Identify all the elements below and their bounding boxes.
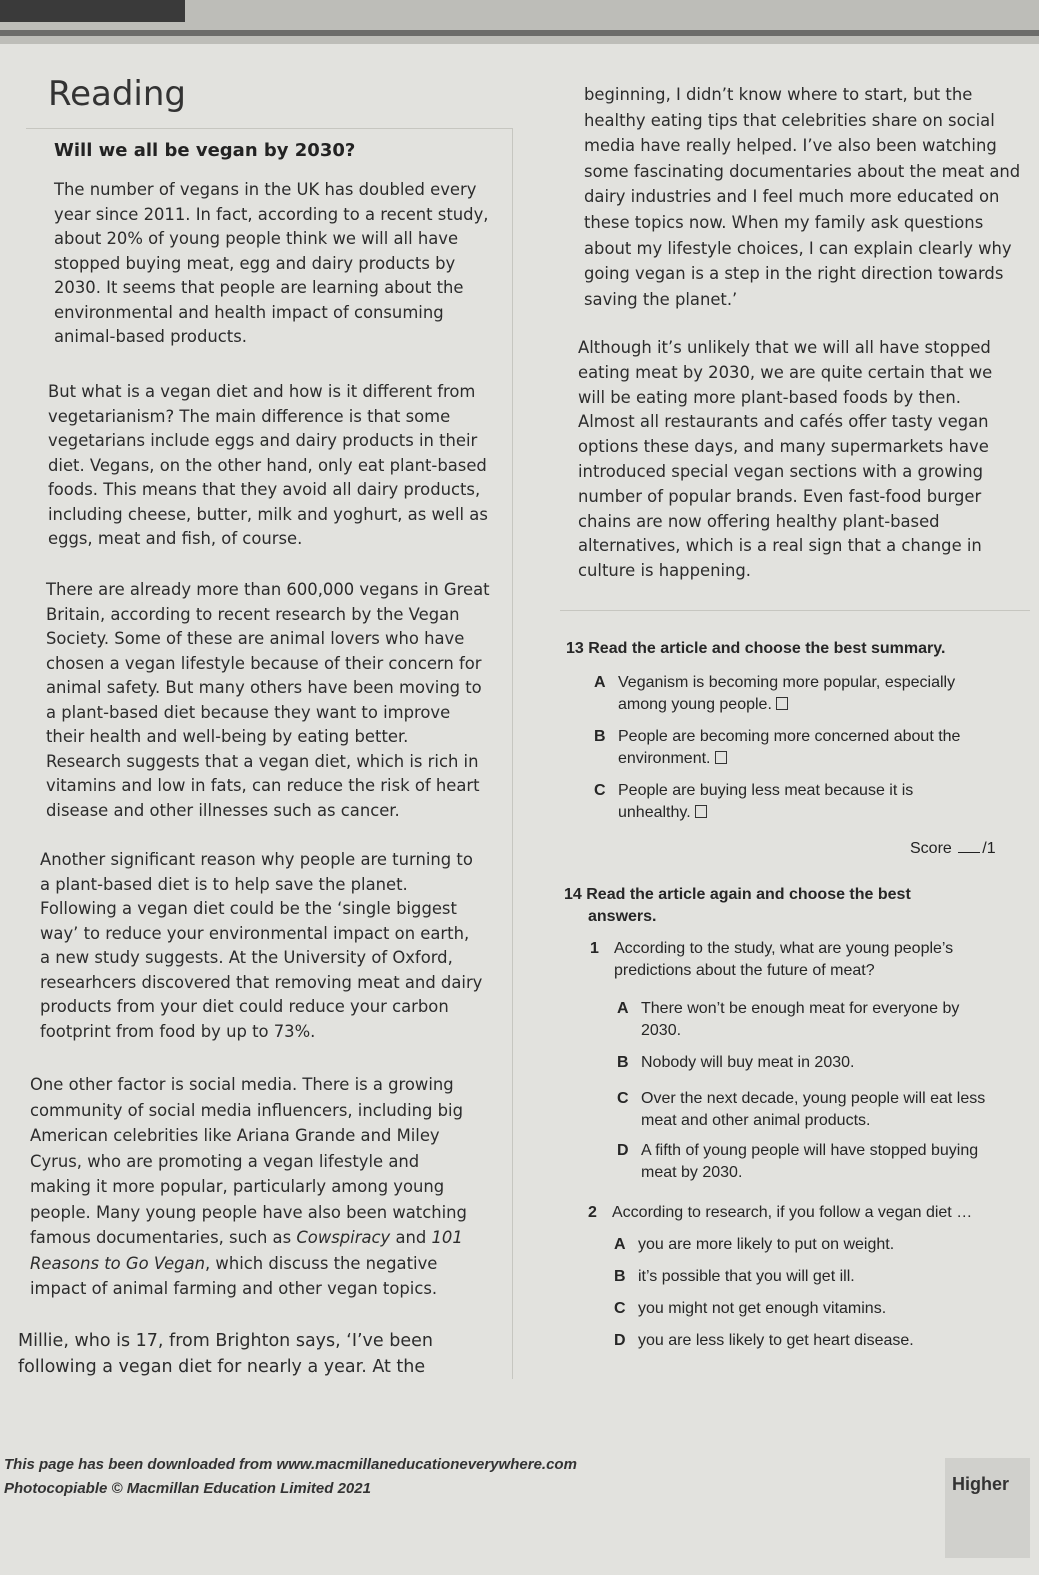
- title-line: 14 Read the article again and choose the best: [564, 886, 911, 903]
- option-letter: C: [617, 1090, 629, 1107]
- question-14-title: [564, 884, 911, 928]
- text-line: beginning, I didn’t know where to start, but the: [584, 85, 973, 104]
- section-heading: Reading: [48, 74, 187, 114]
- top-edge: [0, 0, 1039, 44]
- paragraph-3: [46, 578, 490, 823]
- score-field: [910, 840, 996, 858]
- score-total: /1: [982, 840, 996, 857]
- text-line: products from your diet could reduce your carbon: [40, 997, 449, 1016]
- option-letter: D: [614, 1332, 626, 1349]
- text-line: their health and well-being by eating better.: [46, 727, 409, 746]
- text-line: One other factor is social media. There is a growing: [30, 1075, 454, 1094]
- q14-2-option-c[interactable]: [614, 1298, 886, 1320]
- q14-question-2: [588, 1202, 972, 1224]
- text-line: eating meat by 2030, we are quite certain that we: [578, 362, 993, 382]
- question-text: According to research, if you follow a vegan diet …: [612, 1204, 973, 1221]
- text-line: diet. Vegans, on the other hand, only eat plant-based: [48, 455, 487, 475]
- option-line: [594, 780, 913, 802]
- q13-option-b[interactable]: [594, 726, 960, 770]
- text-line: year since 2011. In fact, according to a recent study,: [54, 204, 489, 224]
- paragraph-8: [578, 336, 992, 584]
- question-number: 1: [590, 940, 599, 957]
- option-line: [617, 1088, 985, 1110]
- copyright-notice: Photocopiable © Macmillan Education Limited 2021: [4, 1480, 371, 1497]
- text-line: But what is a vegan diet and how is it different from: [48, 382, 476, 401]
- option-text: environment.: [618, 750, 711, 767]
- text-line: saving the planet.’: [584, 289, 738, 309]
- text-line: animal-based products.: [54, 327, 247, 346]
- dark-header-strip: [0, 0, 185, 22]
- paragraph-4: [40, 848, 482, 1044]
- option-line: [594, 672, 955, 694]
- option-text: People are becoming more concerned about the: [618, 728, 961, 745]
- text-line: about 20% of young people think we will all have: [54, 229, 459, 248]
- question-line: predictions about the future of meat?: [614, 962, 875, 979]
- text-run: , which discuss the negative: [205, 1253, 438, 1273]
- q13-option-c[interactable]: [594, 780, 913, 824]
- option-line: [594, 726, 960, 748]
- text-line: a plant-based diet because they want to improve: [46, 702, 451, 722]
- paragraph-5: [30, 1072, 467, 1302]
- text-line: making it more popular, particularly among young: [30, 1177, 445, 1196]
- text-line: impact of animal farming and other vegan topics.: [30, 1279, 438, 1298]
- text-line: vegetarians include eggs and dairy products in their: [48, 431, 478, 450]
- text-line: Millie, who is 17, from Brighton says, ‘I’ve been: [18, 1331, 433, 1351]
- option-text: among young people.: [618, 696, 772, 713]
- text-run: and: [390, 1228, 432, 1247]
- text-line: There are already more than 600,000 vegans in Great: [46, 580, 490, 599]
- question-line: [588, 1202, 972, 1224]
- option-line: [594, 748, 960, 770]
- option-line: meat and other animal products.: [641, 1112, 871, 1129]
- text-line: Following a vegan diet could be the ‘single biggest: [40, 899, 457, 918]
- text-line: going vegan is a step in the right direction towards: [584, 264, 1004, 284]
- option-text: it’s possible that you will get ill.: [638, 1268, 855, 1285]
- film-title-101: 101: [431, 1228, 463, 1247]
- option-text: you are more likely to put on weight.: [638, 1236, 895, 1253]
- option-line: [617, 998, 959, 1020]
- text-line: Britain, according to recent research by the Vegan: [46, 604, 460, 624]
- q14-1-option-a[interactable]: [617, 998, 959, 1042]
- text-line: dairy industries and I feel much more educated on: [584, 187, 1000, 207]
- option-text: People are buying less meat because it is: [618, 782, 914, 799]
- article-title: Will we all be vegan by 2030?: [54, 140, 356, 161]
- text-line: these topics now. When my family ask questions: [584, 212, 984, 232]
- option-letter: A: [617, 1000, 629, 1017]
- download-notice: This page has been downloaded from www.macmillaneducationeverywhere.com: [4, 1456, 577, 1473]
- header-rule: [0, 30, 1039, 36]
- film-title-reasons: Reasons to Go Vegan: [30, 1253, 205, 1273]
- paragraph-2: [48, 380, 488, 552]
- text-line: vegetarianism? The main difference is that some: [48, 406, 451, 426]
- text-line: a plant-based diet is to help save the planet.: [40, 874, 408, 894]
- option-text: unhealthy.: [618, 804, 691, 821]
- option-line: meat by 2030.: [641, 1164, 743, 1181]
- text-line: a new study suggests. At the University of Oxford,: [40, 948, 453, 967]
- text-line: community of social media influencers, including big: [30, 1100, 463, 1120]
- option-line: [614, 1266, 855, 1288]
- option-line: [594, 694, 955, 716]
- text-line: Research suggests that a vegan diet, which is rich in: [46, 751, 479, 771]
- text-line: Although it’s unlikely that we will all have stopped: [578, 338, 991, 357]
- text-line: healthy eating tips that celebrities share on social: [584, 110, 995, 130]
- question-13-title: 13 Read the article and choose the best summary.: [566, 640, 946, 657]
- text-line: [30, 1251, 467, 1277]
- q14-1-option-b[interactable]: [617, 1052, 854, 1074]
- text-line: disease and other illnesses such as cancer.: [46, 800, 400, 820]
- level-tab: [945, 1458, 1030, 1558]
- option-letter: B: [594, 728, 606, 745]
- text-line: stopped buying meat, egg and dairy products by: [54, 253, 456, 273]
- option-line: [617, 1052, 854, 1074]
- text-line: introduced special vegan sections with a growing: [578, 461, 984, 481]
- text-line: Society. Some of these are animal lovers who have: [46, 629, 465, 648]
- article-frame-bottom: [560, 610, 1030, 611]
- text-line: about my lifestyle choices, I can explain clearly why: [584, 238, 1012, 258]
- text-line: researhcers discovered that removing meat and dairy: [40, 972, 483, 992]
- score-blank[interactable]: [958, 852, 980, 853]
- answer-checkbox[interactable]: [695, 805, 707, 818]
- question-text: According to the study, what are young people’s: [614, 940, 954, 957]
- option-text: Veganism is becoming more popular, especially: [618, 674, 956, 691]
- text-line: media have really helped. I’ve also been watching: [584, 136, 997, 156]
- answer-checkbox[interactable]: [776, 697, 788, 710]
- text-line: vitamins and low in fats, can reduce the risk of heart: [46, 776, 480, 795]
- option-text: you are less likely to get heart disease.: [638, 1332, 914, 1349]
- q14-question-1: [590, 938, 953, 982]
- option-letter: C: [614, 1300, 626, 1317]
- text-line: footprint from food by up to 73%.: [40, 1021, 316, 1041]
- level-label: Higher: [952, 1474, 1010, 1494]
- option-text: Nobody will buy meat in 2030.: [641, 1054, 855, 1071]
- option-letter: D: [617, 1142, 629, 1159]
- text-line: Almost all restaurants and cafés offer tasty vegan: [578, 412, 989, 432]
- option-letter: A: [594, 674, 606, 691]
- option-line: [614, 1330, 914, 1352]
- text-line: people. Many young people have also been watching: [30, 1202, 467, 1222]
- text-line: options these days, and many supermarkets have: [578, 437, 989, 457]
- text-line: culture is happening.: [578, 561, 752, 581]
- option-letter: A: [614, 1236, 626, 1253]
- text-line: environmental and health impact of consuming: [54, 302, 444, 322]
- paragraph-6: [18, 1328, 433, 1380]
- q14-2-option-d[interactable]: [614, 1330, 914, 1352]
- question-line: [590, 938, 953, 960]
- option-text: Over the next decade, young people will eat less: [641, 1090, 986, 1107]
- text-line: eggs, meat and fish, of course.: [48, 529, 303, 548]
- q14-2-option-a[interactable]: [614, 1234, 894, 1256]
- option-text: There won’t be enough meat for everyone by: [641, 1000, 960, 1017]
- answer-checkbox[interactable]: [715, 751, 727, 764]
- text-line: will be eating more plant-based foods by then.: [578, 387, 961, 407]
- text-line: Cyrus, who are promoting a vegan lifestyle and: [30, 1151, 420, 1171]
- paragraph-1: [54, 178, 488, 350]
- option-text: you might not get enough vitamins.: [638, 1300, 887, 1317]
- q14-1-option-c[interactable]: [617, 1088, 985, 1132]
- text-line: chosen a vegan lifestyle because of their concern for: [46, 653, 482, 673]
- text-line: American celebrities like Ariana Grande and Miley: [30, 1126, 440, 1145]
- film-title-cowspiracy: Cowspiracy: [296, 1228, 391, 1247]
- option-letter: B: [617, 1054, 629, 1071]
- question-number: 2: [588, 1204, 597, 1221]
- text-line: foods. This means that they avoid all dairy products,: [48, 480, 481, 499]
- score-label: Score: [910, 840, 952, 857]
- option-line: [614, 1234, 894, 1256]
- text-line: following a vegan diet for nearly a year. At the: [18, 1357, 426, 1377]
- q14-1-option-d[interactable]: [617, 1140, 978, 1184]
- option-letter: B: [614, 1268, 626, 1285]
- text-line: [30, 1225, 467, 1251]
- text-line: Another significant reason why people are turning to: [40, 850, 473, 869]
- paragraph-7: [584, 82, 1020, 312]
- option-line: [594, 802, 913, 824]
- text-line: some fascinating documentaries about the meat and: [584, 161, 1021, 181]
- option-line: [617, 1140, 978, 1162]
- text-line: alternatives, which is a real sign that a change in: [578, 536, 982, 556]
- text-line: including cheese, butter, milk and yoghurt, as well as: [48, 504, 488, 524]
- option-line: [614, 1298, 886, 1320]
- q14-2-option-b[interactable]: [614, 1266, 855, 1288]
- text-line: chains are now offering healthy plant-based: [578, 511, 940, 531]
- text-line: 2030. It seems that people are learning about the: [54, 278, 464, 297]
- title-line: answers.: [588, 908, 657, 925]
- text-run: famous documentaries, such as: [30, 1228, 297, 1247]
- text-line: number of popular brands. Even fast-food burger: [578, 486, 982, 506]
- text-line: way’ to reduce your environmental impact on earth,: [40, 923, 470, 943]
- q13-option-a[interactable]: [594, 672, 955, 716]
- text-line: The number of vegans in the UK has doubled every: [54, 180, 477, 199]
- option-letter: C: [594, 782, 606, 799]
- text-line: animal safety. But many others have been moving to: [46, 678, 482, 697]
- option-line: 2030.: [641, 1022, 682, 1039]
- option-text: A fifth of young people will have stopped buying: [641, 1142, 979, 1159]
